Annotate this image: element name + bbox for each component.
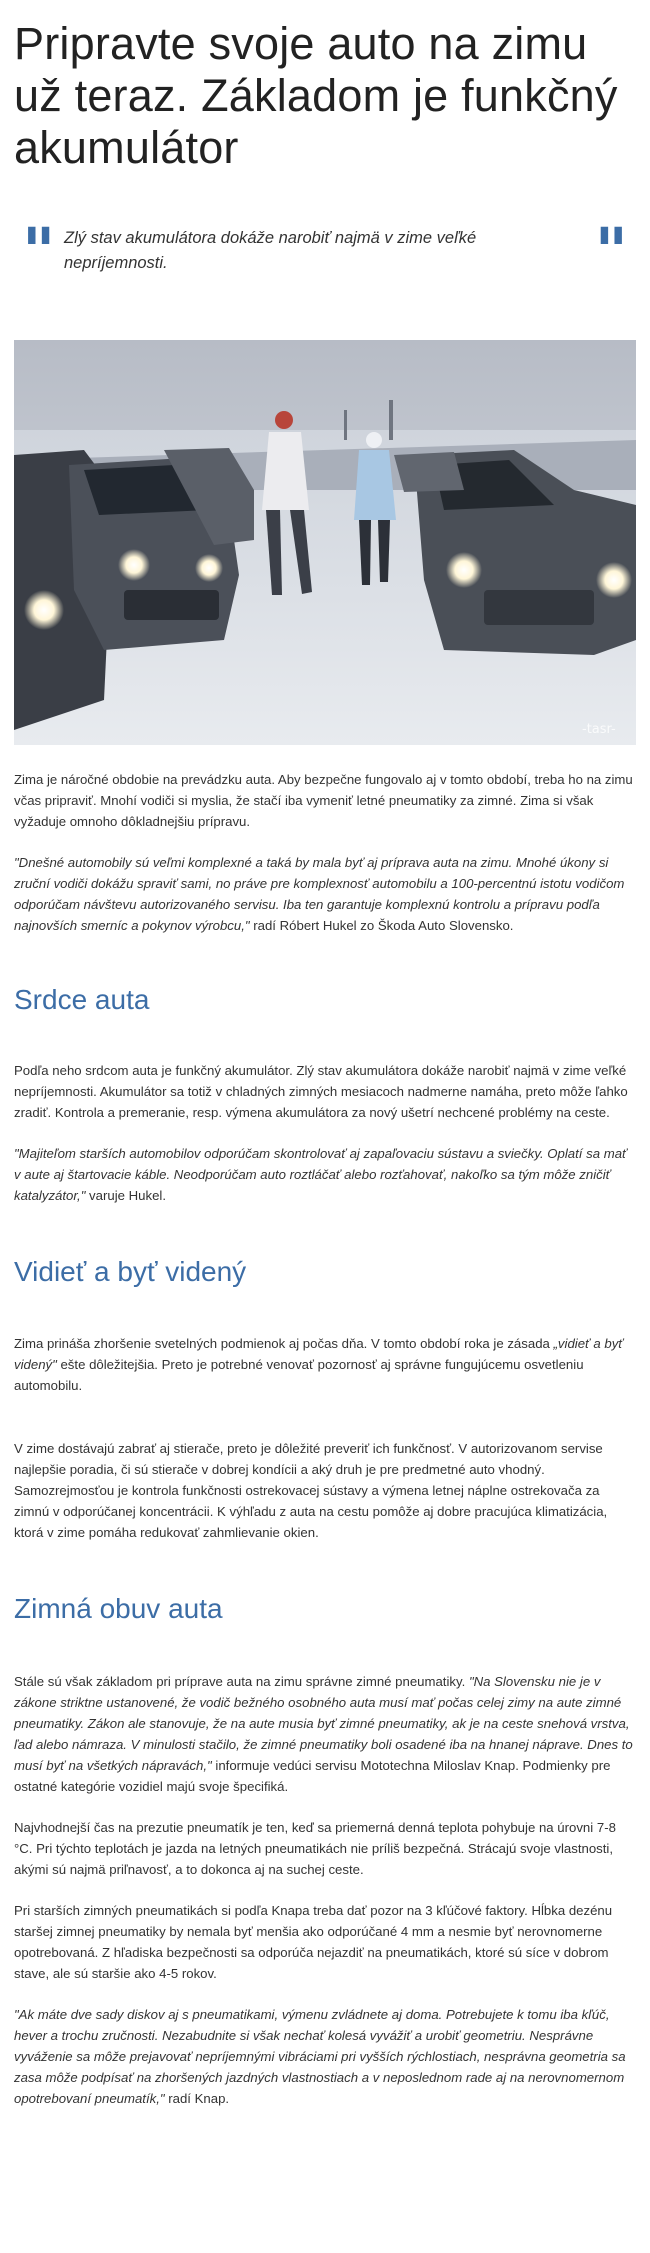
- intro-paragraph-1: Zima je náročné obdobie na prevádzku auta. Aby bezpečne fungovalo aj v tomto období, treba ho na zimu včas pripraviť. Mnohí vodiči si myslia, že stačí iba vymeniť letné pneumatiky za zimné. Zima si však vyžaduje omnoho dôkladnejšiu prípravu.: [14, 772, 633, 829]
- section3-p1-quote: "Na Slovensku nie je v zákone striktne ustanovené, že vodič bežného osobného auta musí mať počas celej zimy na aute zimné pneumatiky. Zákon ale stanovuje, že na aute musia byť zimné pneumatiky, ak je na ceste snehová vrstva, ľad alebo námraza. V minulosti stačilo, že zimné pneumatiky boli osadené iba na hnanej náprave. Dnes to musí byť na všetkých nápravách,": [14, 1674, 633, 1773]
- section2-p1-text-a: Zima prináša zhoršenie svetelných podmienok aj počas dňa. V tomto období roka je zásada: [14, 1336, 554, 1351]
- section2-paragraph-1: [14, 1333, 636, 1396]
- section3-quote: "Ak máte dve sady diskov aj s pneumatikami, výmenu zvládnete aj doma. Potrebujete k tomu iba kľúč, hever a trochu zručnosti. Nezabudnite si však nechať kolesá vyvážiť a urobiť geometriu. Nesprávne vyváženie sa môže prejavovať nepríjemnými vibráciami pri vyšších rýchlostiach, nesprávna geometria sa zasa môže podpísať na zhoršených jazdných vlastnostiach a v neposlednom rade aj na nerovnomernom opotrebovaní pneumatík,": [14, 2007, 626, 2106]
- section-heading-vidiet: Vidieť a byť videný: [14, 1256, 247, 1287]
- section2-p1-text-b: ešte dôležitejšia. Preto je potrebné venovať pozornosť aj správne fungujúcemu osvetleniu automobilu.: [14, 1357, 584, 1393]
- section3-p1-text-a: Stále sú však základom pri príprave auta na zimu správne zimné pneumatiky.: [14, 1674, 469, 1689]
- photo-watermark: -tasr-: [582, 722, 616, 737]
- section-heading-zimna-obuv: Zimná obuv auta: [14, 1593, 223, 1624]
- section1-quote: "Majiteľom starších automobilov odporúčam skontrolovať aj zapaľovaciu sústavu a sviečky. Oplatí sa mať v aute aj štartovacie káble. Neodporúčam auto roztláčať alebo rozťahovať, nakoľko sa tým môže zničiť katalyzátor,": [14, 1146, 627, 1203]
- pull-quote-text: Zlý stav akumulátora dokáže narobiť najmä v zime veľké nepríjemnosti.: [64, 229, 477, 272]
- intro-quote-attribution: radí Róbert Hukel zo Škoda Auto Slovensko.: [249, 918, 514, 933]
- pull-quote: [14, 214, 636, 289]
- section1-quote-attribution: varuje Hukel.: [85, 1188, 167, 1203]
- section2-paragraph-2: V zime dostávajú zabrať aj stierače, preto je dôležité preveriť ich funkčnosť. V autorizovanom servise najlepšie poradia, či sú stierače v dobrej kondícii a aký druh je pre predmetné auto vhodný. Samozrejmosťou je kontrola funkčnosti ostrekovacej sústavy a výmena letnej náplne ostrekovača za zimnú v odporúčanej koncentrácii. K výhľadu z auta na cestu pomôže aj dobre pracujúca klimatizácia, ktorá v zime pomáha redukovať zahmlievanie okien.: [14, 1441, 608, 1540]
- section1-paragraph-1: Podľa neho srdcom auta je funkčný akumulátor. Zlý stav akumulátora dokáže narobiť najmä v zime veľké nepríjemnosti. Akumulátor sa totiž v chladných zimných mesiacoch nadmerne namáha, preto môže ľahko zradiť. Kontrola a premeranie, resp. výmena akumulátora za nový ušetrí nechcené problémy na ceste.: [14, 1063, 628, 1120]
- section3-paragraph-4: [14, 2004, 636, 2109]
- section2-p1-quote: „vidieť a byť videný": [14, 1336, 623, 1372]
- section1-paragraph-2: [14, 1143, 636, 1206]
- section3-paragraph-1: [14, 1671, 636, 1797]
- article-title: Pripravte svoje auto na zimu už teraz. Základom je funkčný akumulátor: [14, 18, 618, 173]
- quote-open-icon: ": [22, 214, 56, 289]
- article: [0, 18, 650, 2109]
- article-photo: [14, 340, 636, 745]
- intro-paragraph-2: [14, 852, 636, 936]
- section3-p1-text-b: informuje vedúci servisu Mototechna Miloslav Knap. Podmienky pre ostatné kategórie vozidiel majú svoje špecifiká.: [14, 1758, 611, 1794]
- section3-quote-attribution: radí Knap.: [164, 2091, 230, 2106]
- article-body: [14, 769, 636, 2109]
- section3-paragraph-2: Najvhodnejší čas na prezutie pneumatík je ten, keď sa priemerná denná teplota pohybuje na úrovni 7-8 °C. Pri týchto teplotách je jazda na letných pneumatikách nie príliš bezpečná. Strácajú svoje vlastnosti, akými sú najmä priľnavosť, a to dokonca aj na suchej ceste.: [14, 1820, 616, 1877]
- section-heading-srdce-auta: Srdce auta: [14, 984, 150, 1015]
- intro-quote: "Dnešné automobily sú veľmi komplexné a taká by mala byť aj príprava auta na zimu. Mnohé úkony si zruční vodiči dokážu spraviť sami, no práve pre komplexnosť automobilu a 100-percentnú istotu vodičom odporúčam návštevu autorizovaného servisu. Iba ten garantuje komplexnú kontrolu a prípravu podľa najnovších smerníc a pokynov výrobcu,": [14, 855, 625, 933]
- section3-paragraph-3: Pri starších zimných pneumatikách si podľa Knapa treba dať pozor na 3 kľúčové faktory. Hĺbka dezénu staršej zimnej pneumatiky by nemala byť menšia ako odporúčané 4 mm a nesmie byť nerovnomerne opotrebovaná. Z hľadiska bezpečnosti sa odporúča nejazdiť na pneumatikách, ktoré sú síce v dobrom stave, ale sú staršie ako 4-5 rokov.: [14, 1903, 613, 1981]
- quote-close-icon: ": [594, 214, 628, 289]
